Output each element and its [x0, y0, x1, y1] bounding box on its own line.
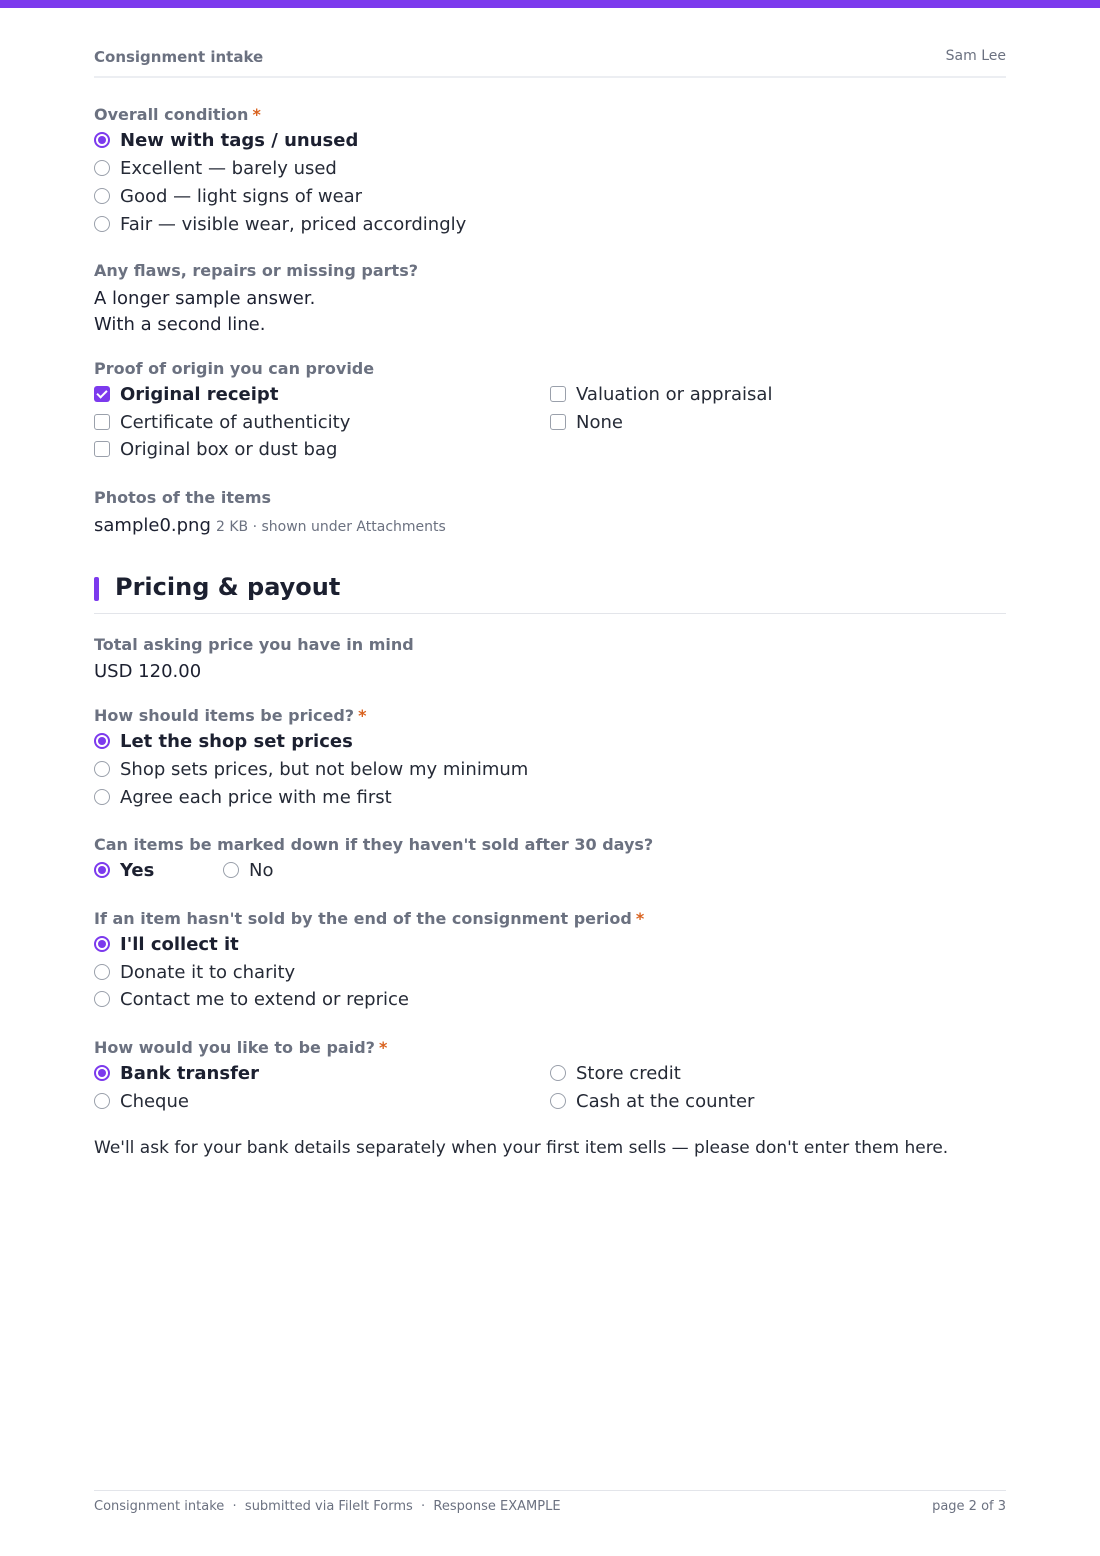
- checkbox-icon: [94, 414, 110, 430]
- option-yes[interactable]: Yes: [94, 857, 154, 885]
- option-shop-sets-prices[interactable]: Let the shop set prices: [94, 728, 353, 756]
- option-fair[interactable]: Fair — visible wear, priced accordingly: [94, 211, 466, 239]
- page-header: [94, 48, 1006, 78]
- question-proof-of-origin: [94, 359, 1006, 460]
- option-bank-transfer[interactable]: Bank transfer: [94, 1060, 259, 1088]
- bank-details-note: We'll ask for your bank details separately when your first item sells — please don't enter them here.: [94, 1138, 949, 1158]
- question-label: If an item hasn't sold by the end of the consignment period *: [94, 909, 645, 928]
- page-number: page 2 of 3: [932, 1499, 1006, 1514]
- radio-icon: [223, 862, 239, 878]
- section-title: Pricing & payout: [115, 573, 341, 601]
- option-donate[interactable]: Donate it to charity: [94, 959, 295, 987]
- top-accent-bar: [0, 0, 1100, 8]
- radio-selected-icon: [94, 862, 110, 878]
- option-cheque[interactable]: Cheque: [94, 1088, 189, 1116]
- checkbox-checked-icon: [94, 386, 110, 402]
- option-original-receipt[interactable]: Original receipt: [94, 381, 278, 409]
- question-payout-method: [94, 1038, 1006, 1112]
- radio-icon: [550, 1065, 566, 1081]
- radio-icon: [94, 789, 110, 805]
- section-accent-bar: [94, 577, 99, 601]
- checkbox-icon: [94, 441, 110, 457]
- question-label: Overall condition *: [94, 105, 261, 124]
- page-footer: [94, 1490, 1006, 1521]
- question-label: How should items be priced? *: [94, 706, 367, 725]
- checkbox-icon: [550, 386, 566, 402]
- required-mark: *: [252, 105, 261, 124]
- option-cash[interactable]: Cash at the counter: [550, 1088, 754, 1116]
- question-flaws: [94, 261, 1006, 338]
- section-pricing-payout: [94, 573, 1006, 614]
- radio-selected-icon: [94, 936, 110, 952]
- radio-icon: [94, 964, 110, 980]
- radio-selected-icon: [94, 132, 110, 148]
- option-agree-each-price[interactable]: Agree each price with me first: [94, 784, 392, 812]
- required-mark: *: [358, 706, 367, 725]
- question-asking-price: [94, 635, 1006, 685]
- respondent-name: Sam Lee: [945, 48, 1006, 64]
- option-no[interactable]: No: [223, 857, 273, 885]
- question-label: How would you like to be paid? *: [94, 1038, 388, 1057]
- option-excellent[interactable]: Excellent — barely used: [94, 155, 337, 183]
- required-mark: *: [378, 1038, 388, 1057]
- option-collect-it[interactable]: I'll collect it: [94, 931, 239, 959]
- option-valuation[interactable]: Valuation or appraisal: [550, 381, 772, 409]
- question-label: Photos of the items: [94, 488, 272, 507]
- radio-icon: [94, 188, 110, 204]
- required-mark: *: [635, 909, 645, 928]
- radio-icon: [94, 761, 110, 777]
- question-overall-condition: [94, 105, 1006, 235]
- question-unsold-items: [94, 909, 1006, 1010]
- question-photos: [94, 488, 1006, 539]
- question-label: Total asking price you have in mind: [94, 635, 414, 654]
- asking-price-value: USD 120.00: [94, 661, 202, 682]
- footer-info: Consignment intake · submitted via FileIt Forms · Response EXAMPLE: [94, 1499, 561, 1514]
- radio-icon: [94, 991, 110, 1007]
- radio-selected-icon: [94, 733, 110, 749]
- question-label: Any flaws, repairs or missing parts?: [94, 261, 418, 280]
- checkbox-icon: [550, 414, 566, 430]
- attachment-meta: 2 KB · shown under Attachments: [215, 519, 446, 535]
- radio-icon: [550, 1093, 566, 1109]
- attachment-filename[interactable]: sample0.png: [94, 515, 211, 536]
- option-none[interactable]: None: [550, 409, 623, 437]
- question-pricing-method: [94, 706, 1006, 808]
- question-markdown: [94, 835, 1006, 881]
- option-certificate[interactable]: Certificate of authenticity: [94, 409, 350, 437]
- radio-icon: [94, 1093, 110, 1109]
- question-label: Can items be marked down if they haven't sold after 30 days?: [94, 835, 654, 854]
- radio-icon: [94, 216, 110, 232]
- option-store-credit[interactable]: Store credit: [550, 1060, 681, 1088]
- option-extend-reprice[interactable]: Contact me to extend or reprice: [94, 986, 409, 1014]
- option-minimum-price[interactable]: Shop sets prices, but not below my minimum: [94, 756, 528, 784]
- option-good[interactable]: Good — light signs of wear: [94, 183, 362, 211]
- form-title: Consignment intake: [94, 48, 264, 66]
- radio-selected-icon: [94, 1065, 110, 1081]
- question-label: Proof of origin you can provide: [94, 359, 375, 378]
- option-new-with-tags[interactable]: New with tags / unused: [94, 127, 358, 155]
- attachment-entry: [94, 513, 1006, 539]
- option-original-box[interactable]: Original box or dust bag: [94, 436, 337, 464]
- flaws-answer: A longer sample answer. With a second line.: [94, 288, 316, 335]
- radio-icon: [94, 160, 110, 176]
